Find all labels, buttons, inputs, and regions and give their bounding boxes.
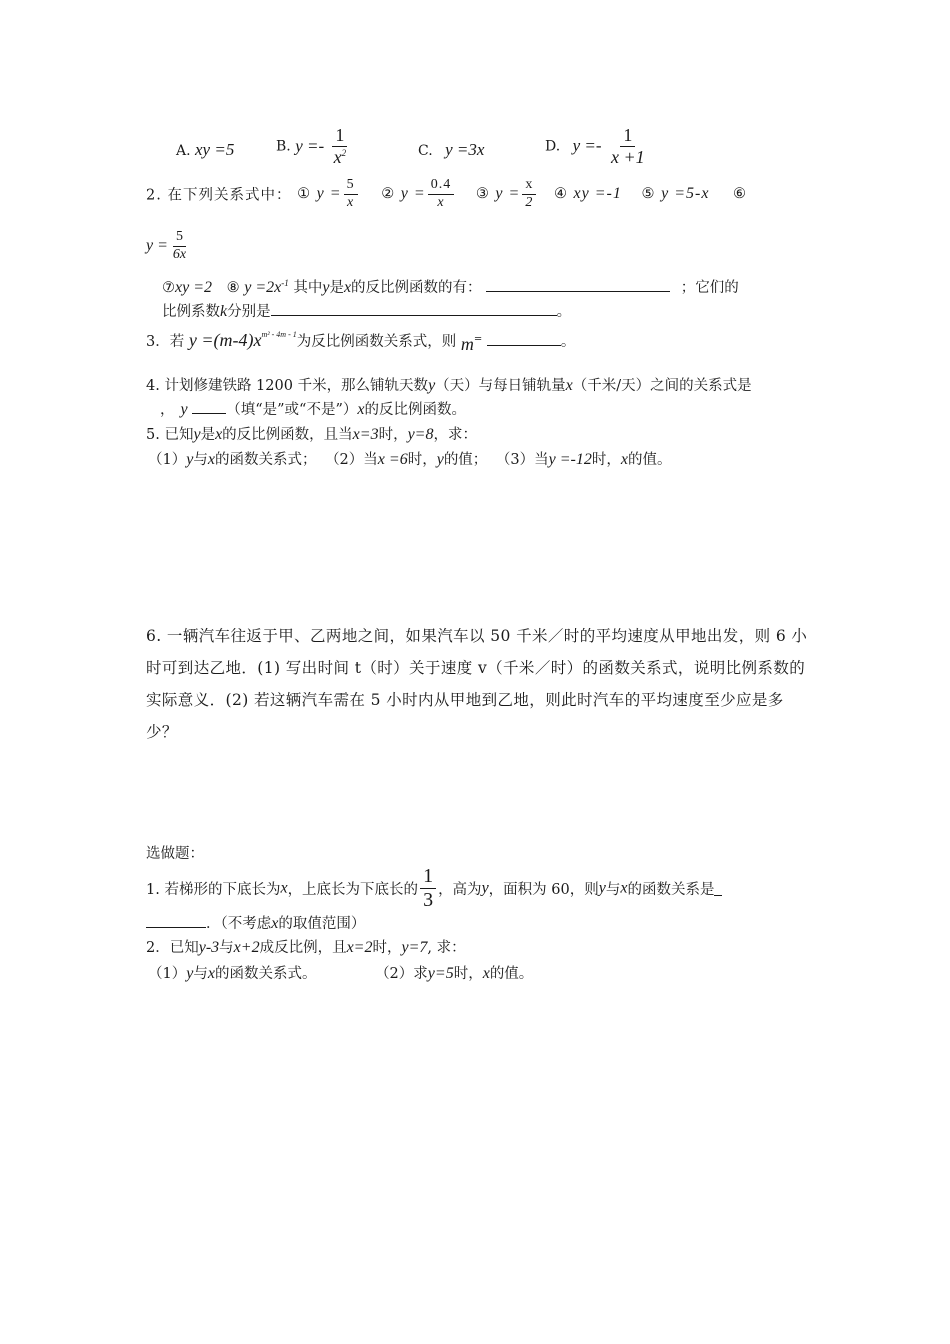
answer-blank[interactable]: [192, 399, 226, 414]
fraction: $\frac{1}{x^2}$: [333, 125, 347, 167]
fraction: $\frac{1}{x +1}$: [611, 125, 645, 167]
fraction: $\frac{x}{2}$: [522, 178, 536, 210]
answer-blank[interactable]: [714, 881, 722, 896]
fraction: $\frac{1}{3}$: [420, 866, 436, 911]
question-2-line-3: ⑦xy =2 ⑧ $y =2x^{-1}$ 其中y是x的反比例函数的有： ；它们的: [162, 278, 739, 296]
question-2-line-4: 比例系数k分别是 。: [162, 303, 572, 320]
option-b: B. y =- $\frac{1}{x^2}$: [276, 126, 351, 167]
question-6: 6. 一辆汽车往返于甲、乙两地之间，如果汽车以 50 千米／时的平均速度从甲地出发，则 6 小 时可到达乙地．(1) 写出时间 t（时）关于速度 v（千米／时）的函数关系式，说明比例系数的 实际意义．(2) 若这辆汽车需在 5 小时内从甲地到乙地，则此时汽车的平均速度至少应是多 少？: [146, 627, 808, 741]
question-2-line-2: y = $\frac{5}{6x}$: [146, 230, 191, 262]
question-4-line-2: ， y （填“是”或“不是”）x的反比例函数。: [160, 401, 466, 418]
answer-blank[interactable]: [486, 277, 670, 292]
optional-question-1-line-1: 1. 若梯形的下底长为x，上底长为下底长的 $\frac{1}{3}$ ，高为y，面积为 60，则y与x的函数关系是: [146, 866, 722, 911]
question-3: 3．若 $y =(m-4)x^{m^2 - 4m - 1}$为反比例函数关系式，则 m= 。: [146, 330, 576, 354]
fraction: $\frac{5}{x}$: [344, 178, 358, 210]
optional-question-2-line-2: （1）y与x的函数关系式。 （2）求y=5时，x的值。: [148, 965, 534, 982]
answer-blank[interactable]: [271, 301, 557, 316]
answer-blank[interactable]: [146, 913, 206, 928]
question-2-line: 2. 在下列关系式中： ① y = $\frac{5}{x}$ ② y = $\frac{0.4}{x}$ ③ y = $\frac{x}{2}$ ④ xy =-1 ⑤ y =5-x ⑥: [146, 177, 748, 210]
question-5-line-1: 5. 已知y是x的反比例函数，且当x=3时，y=8，求：: [146, 426, 477, 443]
fraction: $\frac{5}{6x}$: [172, 229, 187, 262]
optional-question-1-line-2: ．（不考虑x的取值范围）: [146, 912, 365, 933]
option-d: D. y =- $\frac{1}{x +1}$: [545, 126, 650, 167]
question-4-line-1: 4. 计划修建铁路 1200 千米，那么铺轨天数y（天）与每日铺轨量x（千米/天）之间的关系式是: [146, 377, 752, 394]
optional-heading: 选做题：: [146, 846, 204, 862]
fraction: $\frac{0.4}{x}$: [428, 178, 455, 210]
answer-blank[interactable]: [487, 331, 561, 346]
option-a: A. xy =5: [176, 140, 235, 159]
optional-question-2-line-1: 2．已知y-3与x+2成反比例，且x=2时，y=7, 求：: [146, 939, 466, 956]
option-c: C. y =3x: [418, 140, 485, 159]
question-5-line-2: （1）y与x的函数关系式； （2）当x =6时，y的值； （3）当y =-12时，x的值。: [148, 451, 672, 468]
